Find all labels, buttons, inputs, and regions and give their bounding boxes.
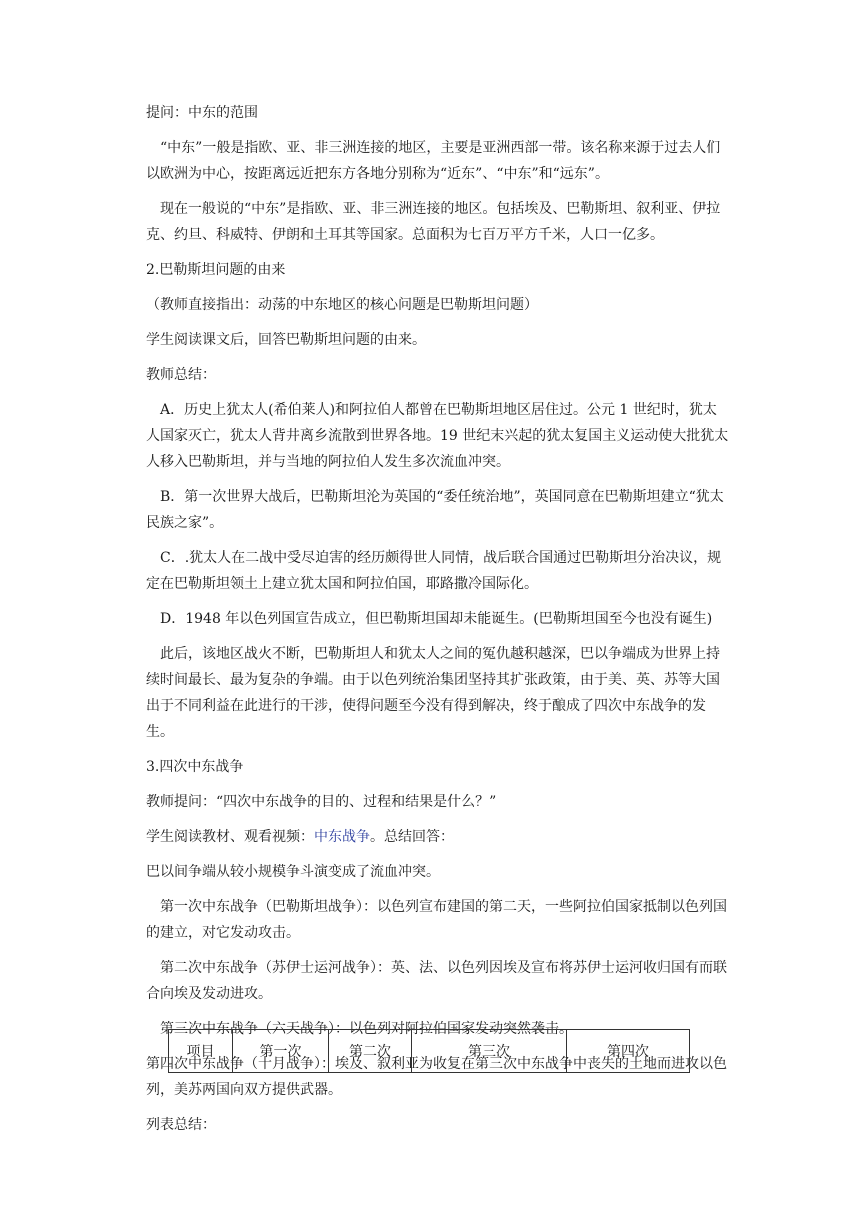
video-link[interactable]: 中东战争 bbox=[314, 829, 370, 845]
video-line-before: 学生阅读教材、观看视频： bbox=[146, 829, 314, 845]
point-b: B．第一次世界大战后，巴勒斯坦沦为英国的“委任统治地”，英国同意在巴勒斯坦建立“犹太民族之家”。 bbox=[146, 489, 724, 531]
point-a: A．历史上犹太人(希伯莱人)和阿拉伯人都曾在巴勒斯坦地区居住过。公元 1 世纪时，犹太人国家灭亡，犹太人背井离乡流散到世界各地。19 世纪末兴起的犹太复国主义运动使大批犹太人移入巴勒斯坦，并与当地的阿拉伯人发生多次流血冲突。 bbox=[146, 402, 729, 470]
document-body bbox=[146, 100, 730, 1138]
table-header-second: 第二次 bbox=[329, 1030, 412, 1073]
video-line bbox=[146, 824, 730, 850]
paragraph-middle-east-origin: “中东”一般是指欧、亚、非三洲连接的地区，主要是亚洲西部一带。该名称来源于过去人们以欧洲为中心，按距离远近把东方各地分别称为“近东”、“中东”和“远东”。 bbox=[146, 140, 721, 182]
point-d: D．1948 年以色列国宣告成立，但巴勒斯坦国却未能诞生。(巴勒斯坦国至今也没有诞生) bbox=[160, 611, 713, 627]
section-heading-wars: 3.四次中东战争 bbox=[146, 759, 244, 775]
table-summary-label: 列表总结： bbox=[146, 1117, 216, 1133]
section-heading-palestine: 2.巴勒斯坦问题的由来 bbox=[146, 262, 286, 278]
paragraph-middle-east-countries: 现在一般说的“中东”是指欧、亚、非三洲连接的地区。包括埃及、巴勒斯坦、叙利亚、伊拉克、约旦、科威特、伊朗和土耳其等国家。总面积为七百万平方千米，人口一亿多。 bbox=[146, 201, 721, 243]
paragraph-escalation: 巴以间争端从较小规模争斗演变成了流血冲突。 bbox=[146, 864, 440, 880]
question-scope: 提问：中东的范围 bbox=[146, 105, 258, 121]
paragraph-fourth-war: 第四次中东战争（十月战争）：埃及、叙利亚为收复在第三次中东战争中丧失的土地而进攻以色列，美苏两国向双方提供武器。 bbox=[146, 1056, 727, 1098]
table-header-fourth: 第四次 bbox=[567, 1030, 690, 1073]
point-c: C．.犹太人在二战中受尽迫害的经历颇得世人同情，战后联合国通过巴勒斯坦分治决议，规定在巴勒斯坦领土上建立犹太国和阿拉伯国，耶路撒冷国际化。 bbox=[146, 550, 722, 592]
table-header-item: 项目 bbox=[169, 1030, 233, 1073]
table-header-row bbox=[169, 1030, 690, 1073]
paragraph-second-war: 第二次中东战争（苏伊士运河战争）：英、法、以色列因埃及宣布将苏伊士运河收归国有而联合向埃及发动进攻。 bbox=[146, 960, 727, 1002]
teacher-summary-label: 教师总结： bbox=[146, 367, 216, 383]
teacher-note: （教师直接指出：动荡的中东地区的核心问题是巴勒斯坦问题） bbox=[146, 297, 538, 313]
teacher-question: 教师提问：“四次中东战争的目的、过程和结果是什么？” bbox=[146, 794, 497, 810]
table-header-third: 第三次 bbox=[412, 1030, 567, 1073]
wars-summary-table bbox=[168, 1029, 690, 1073]
paragraph-third-war: 第三次中东战争（六天战争）：以色列对阿拉伯国家发动突然袭击。 bbox=[160, 1021, 573, 1037]
student-task: 学生阅读课文后，回答巴勒斯坦问题的由来。 bbox=[146, 332, 426, 348]
paragraph-conflict: 此后，该地区战火不断，巴勒斯坦人和犹太人之间的冤仇越积越深，巴以争端成为世界上持续时间最长、最为复杂的争端。由于以色列统治集团坚持其扩张政策，由于美、英、苏等大国出于不同利益在此进行的干涉，使得问题至今没有得到解决，终于酿成了四次中东战争的发生。 bbox=[146, 646, 720, 740]
table-header-first: 第一次 bbox=[233, 1030, 329, 1073]
video-line-after: 。总结回答： bbox=[370, 829, 454, 845]
paragraph-first-war: 第一次中东战争（巴勒斯坦战争）：以色列宣布建国的第二天，一些阿拉伯国家抵制以色列国的建立，对它发动攻击。 bbox=[146, 899, 727, 941]
